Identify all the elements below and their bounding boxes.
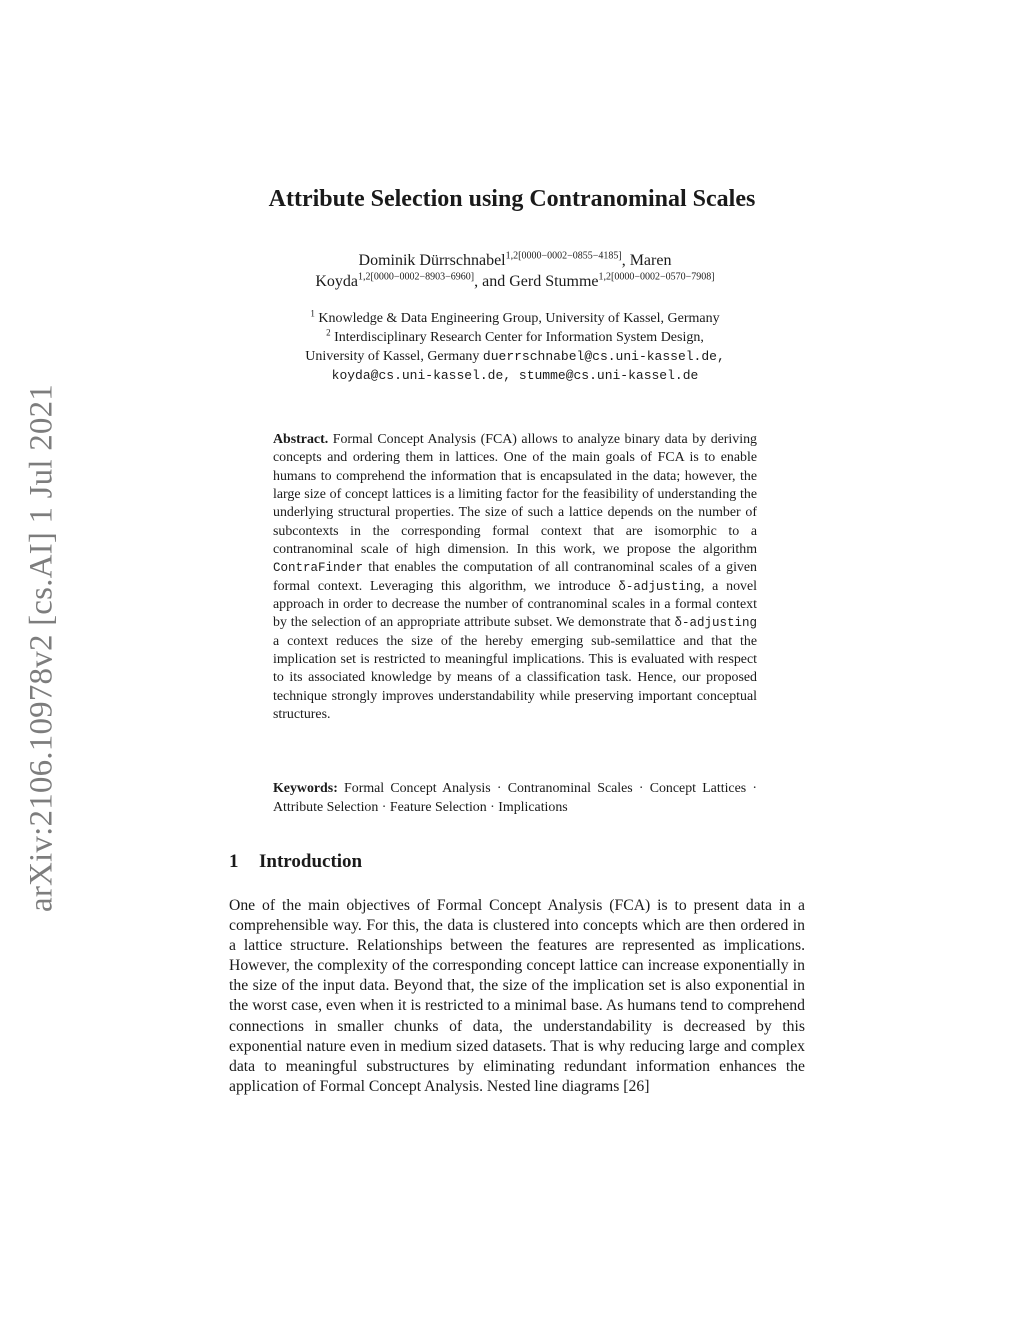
- paper-title: Attribute Selection using Contranominal Scales: [268, 186, 756, 212]
- abstract-text: that enables the computation of all contranominal scales of a given formal context. Leveraging this algorithm, we introduce: [273, 560, 757, 594]
- algorithm-name: ContraFinder: [273, 561, 364, 576]
- affiliation-text: University of Kassel, Germany: [305, 349, 480, 364]
- paragraph: One of the main objectives of Formal Concept Analysis (FCA) is to present data in a comprehensible way. For this, the data is clustered into concepts which are then ordered in a lattice structure. Relationships between the features are represented as implications. However, the complexity of the corresponding concept lattice can increase exponentially in the size of the input data. Beyond that, the size of the implication set is also exponential in the worst case, even when it is restricted to a minimal base. As humans tend to comprehend connections in smaller chunks of data, the understandability is decreased by this exponential nature even in medium sized datasets. That is why reducing large and complex data to meaningful substructures by eliminating redundant information enhances the application of Formal Concept Analysis. Nested line diagrams [26]: [229, 897, 805, 1095]
- affiliation-number: 2: [326, 327, 331, 338]
- author-name: Koyda: [315, 273, 359, 290]
- keywords: [273, 780, 757, 817]
- delta-term: δ-adjusting: [618, 579, 701, 594]
- abstract-label: Abstract.: [273, 432, 329, 447]
- email: koyda@cs.uni-kassel.de, stumme@cs.uni-kassel.de: [331, 368, 699, 383]
- affiliation-text: Interdisciplinary Research Center for Information System Design,: [334, 330, 704, 345]
- abstract: [273, 431, 757, 725]
- author-name: Dominik Dürrschnabel: [358, 252, 506, 269]
- delta-term: δ-adjusting: [674, 616, 757, 631]
- author-orcid: 1,2[0000−0002−0570−7908]: [598, 271, 715, 283]
- keywords-text: Formal Concept Analysis · Contranominal Scales · Concept Lattices · Attribute Selection · Feature Selection · Implications: [273, 781, 757, 815]
- email: duerrschnabel@cs.uni-kassel.de,: [482, 349, 725, 364]
- affiliations: [230, 309, 800, 385]
- author-name: Maren: [629, 252, 672, 269]
- introduction-body: [229, 896, 805, 1097]
- affiliation-number: 1: [310, 308, 315, 319]
- author-orcid: 1,2[0000−0002−0855−4185]: [505, 250, 622, 262]
- section-heading: [229, 851, 362, 873]
- arxiv-identifier: arXiv:2106.10978v2 [cs.AI] 1 Jul 2021: [23, 383, 60, 913]
- keywords-label: Keywords:: [273, 781, 338, 796]
- section-number: 1: [229, 851, 239, 872]
- author-orcid: 1,2[0000−0002−8903−6960]: [358, 271, 475, 283]
- section-title: Introduction: [259, 851, 363, 872]
- author-name: , and Gerd Stumme: [474, 273, 599, 290]
- affiliation-text: Knowledge & Data Engineering Group, University of Kassel, Germany: [318, 311, 720, 326]
- abstract-text: Formal Concept Analysis (FCA) allows to analyze binary data by deriving concepts and ordering them in lattices. One of the main goals of FCA is to enable humans to comprehend the information that is encapsulated in the data; however, the large size of concept lattices is a limiting factor for the feasibility of understanding the underlying structural properties. The size of such a lattice depends on the number of subcontexts in the corresponding formal context that are isomorphic to a contranominal scale of high dimension. In this work, we propose the algorithm: [273, 432, 757, 558]
- author-list: Dominik Dürrschnabel$^{1,2[0000-0002-0855-4185]}$, Maren Koyda$^{1,2[0000-0002-8903-6960]}$, and Gerd Stumme$^{1,2[0000-0002-0570-7908]}$: [315, 250, 715, 290]
- abstract-text: , a novel approach in order to decrease the number of contranominal scales in a formal context by the selection of an appropriate attribute subset. We demonstrate that: [273, 578, 757, 631]
- abstract-text: a context reduces the size of the hereby emerging sub-semilattice and that the implication set is restricted to meaningful implications. This is evaluated with respect to its associated knowledge by means of a classification task. Hence, our proposed technique strongly improves understandability while preserving important conceptual structures.: [273, 633, 757, 723]
